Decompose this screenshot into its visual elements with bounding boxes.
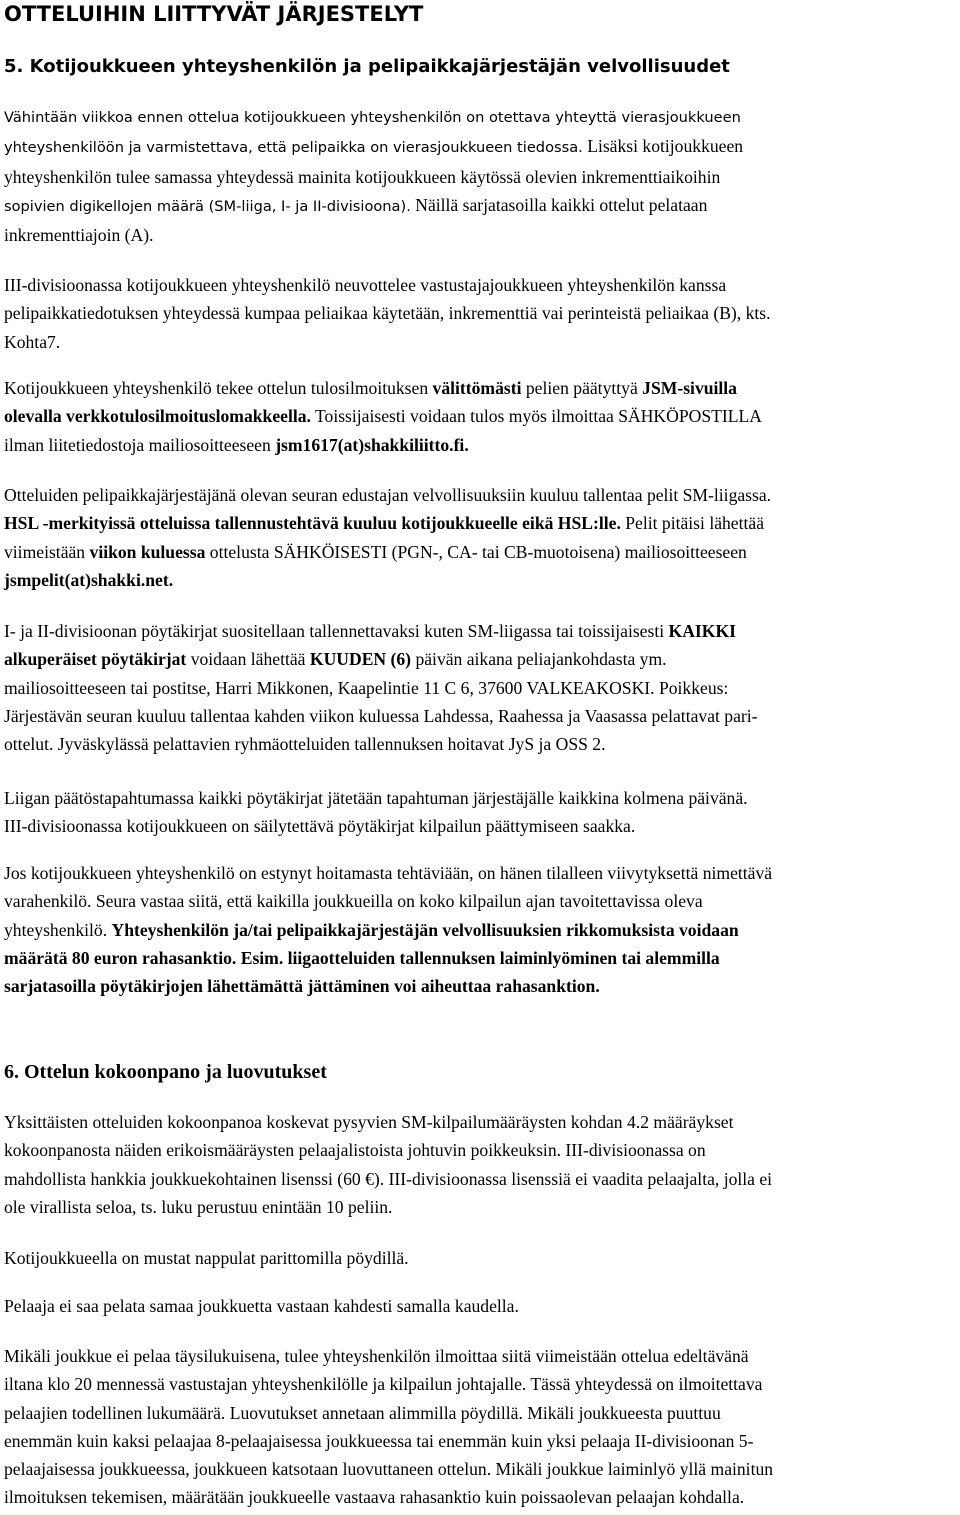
section-6-paragraph-3: Pelaaja ei saa pelata samaa joukkuetta vastaan kahdesti samalla kaudella. [4, 1296, 519, 1316]
section-5-heading: 5. Kotijoukkueen yhteyshenkilön ja pelipaikkajärjestäjän velvollisuudet [4, 56, 730, 77]
paragraph-text: Lisäksi kotijoukkueen [582, 136, 744, 157]
section-6-paragraph-2: Kotijoukkueella on mustat nappulat parittomilla pöydillä. [4, 1248, 409, 1268]
results-email: jsm1617(at)shakkiliitto.fi. [275, 434, 469, 455]
section-5-paragraph-1: Vähintään viikkoa ennen ottelua kotijoukkueen yhteyshenkilön on otettava yhteyttä vierasjoukkueen yhteyshenkilöön ja varmistettava, että pelipaikka on vierasjoukkueen tiedossa. Lisäksi kotijoukkueen yhteyshenkilön tulee samassa yhteydessä mainita kotijoukkueen käytössä olevien inkrementtiaikoihin sopivien digikellojen määrä (SM-liiga, I- ja II-divisioona). Näillä sarjatasoilla kaikki ottelut pelataan inkrementtiajoin (A). [4, 109, 744, 246]
paragraph-text: yhteyshenkilöön ja varmistettava, että pelipaikka on vierasjoukkueen tiedossa. [4, 139, 583, 157]
main-title: OTTELUIHIN LIITTYVÄT JÄRJESTELYT [4, 2, 424, 26]
section-6-paragraph-4: Mikäli joukkue ei pelaa täysilukuisena, tulee yhteyshenkilön ilmoittaa siitä viimeistään ottelua edeltävänä iltana klo 20 mennessä vastustajan yhteyshenkilölle ja kilpailun johtajalle. Tässä yhteydessä on ilmoitettava pelaajien todellinen lukumäärä. Luovutukset annetaan alimmilla pöydillä. Mikäli joukkueesta puuttuu enemmän kuin kaksi pelaajaa 8-pelaajaisessa joukkueessa tai enemmän kuin yksi pelaaja II-divisioonan 5- pelaajaisessa joukkueessa, joukkueen katsotaan luovuttaneen ottelun. Mikäli joukkue laiminlyö yllä mainitun ilmoituksen tekemisen, määrätään joukkueelle vastaava rahasanktio kuin poissaolevan pelaajan kohdalla. [4, 1346, 774, 1508]
section-5-paragraph-6: Liigan päätöstapahtumassa kaikki pöytäkirjat jätetään tapahtuman järjestäjälle kaikkina kolmena päivänä. III-divisioonassa kotijoukkueen on säilytettävä pöytäkirjat kilpailun päättymiseen saakka. [4, 788, 748, 837]
section-5-paragraph-7: Jos kotijoukkueen yhteyshenkilö on estynyt hoitamasta tehtäviään, on hänen tilalleen viivytyksettä nimettävä varahenkilö. Seura vastaa siitä, että kaikilla joukkueilla on koko kilpailun ajan tavoitettavissa oleva yhteyshenkilö. Yhteyshenkilön ja/tai pelipaikkajärjestäjän velvollisuuksien rikkomuksista voidaan määrätä 80 euron rahasanktio. Esim. liigaotteluiden tallennuksen laiminlyöminen tai alemmilla sarjatasoilla pöytäkirjojen lähettämättä jättäminen voi aiheuttaa rahasanktion. [4, 863, 773, 997]
section-5-paragraph-2: III-divisioonassa kotijoukkueen yhteyshenkilö neuvottelee vastustajajoukkueen yhteyshenkilön kanssa pelipaikkatiedotuksen yhteydessä kumpaa peliaikaa käytetään, inkrementtiä vai perinteistä peliaikaa (B), kts. Kohta7. [4, 275, 771, 352]
section-6-paragraph-1: Yksittäisten otteluiden kokoonpanoa koskevat pysyvien SM-kilpailumääräysten kohdan 4.2 määräykset kokoonpanosta näiden erikoismääräysten pelaajalistoista johtuvin poikkeuksin. III-divisioonassa on mahdollista hankkia joukkuekohtainen lisenssi (60 €). III-divisioonassa lisenssiä ei vaadita pelaajalta, jolla ei ole virallista seloa, ts. luku perustuu enintään 10 peliin. [4, 1112, 773, 1217]
games-email: jsmpelit(at)shakki.net. [4, 569, 174, 590]
section-5-paragraph-3: Kotijoukkueen yhteyshenkilö tekee ottelun tulosilmoituksen välittömästi pelien päätyttyä JSM-sivuilla olevalla verkkotulosilmoituslomakkeella. Toissijaisesti voidaan tulos myös ilmoittaa SÄHKÖPOSTILLA ilman liitetiedostoja mailiosoitteeseen jsm1617(at)shakkiliitto.fi. [4, 378, 762, 455]
section-5-paragraph-5: I- ja II-divisioonan pöytäkirjat suositellaan tallennettavaksi kuten SM-liigassa tai toissijaisesti KAIKKI alkuperäiset pöytäkirjat voidaan lähettää KUUDEN (6) päivän aikana peliajankohdasta ym. mailiosoitteeseen tai postitse, Harri Mikkonen, Kaapelintie 11 C 6, 37600 VALKEAKOSKI. Poikkeus: Järjestävän seuran kuuluu tallentaa kahden viikon kuluessa Lahdessa, Raahessa ja Vaasassa pelattavat pari- ottelut. Jyväskylässä pelattavien ryhmäotteluiden tallennuksen hoitavat JyS ja OSS 2. [4, 621, 758, 755]
section-5-paragraph-4: Otteluiden pelipaikkajärjestäjänä olevan seuran edustajan velvollisuuksiin kuuluu tallentaa pelit SM-liigassa. HSL -merkityissä otteluissa tallennustehtävä kuuluu kotijoukkueelle eikä HSL:lle. Pelit pitäisi lähettää viimeistään viikon kuluessa ottelusta SÄHKÖISESTI (PGN-, CA- tai CB-muotoisena) mailiosoitteeseen jsmpelit(at)shakki.net. [4, 485, 772, 590]
paragraph-text: sopivien digikellojen määrä (SM-liiga, I- ja II-divisioona). [4, 197, 411, 215]
paragraph-text: Näillä sarjatasoilla kaikki ottelut pelataan [410, 194, 708, 215]
section-6-heading: 6. Ottelun kokoonpano ja luovutukset [4, 1061, 327, 1083]
